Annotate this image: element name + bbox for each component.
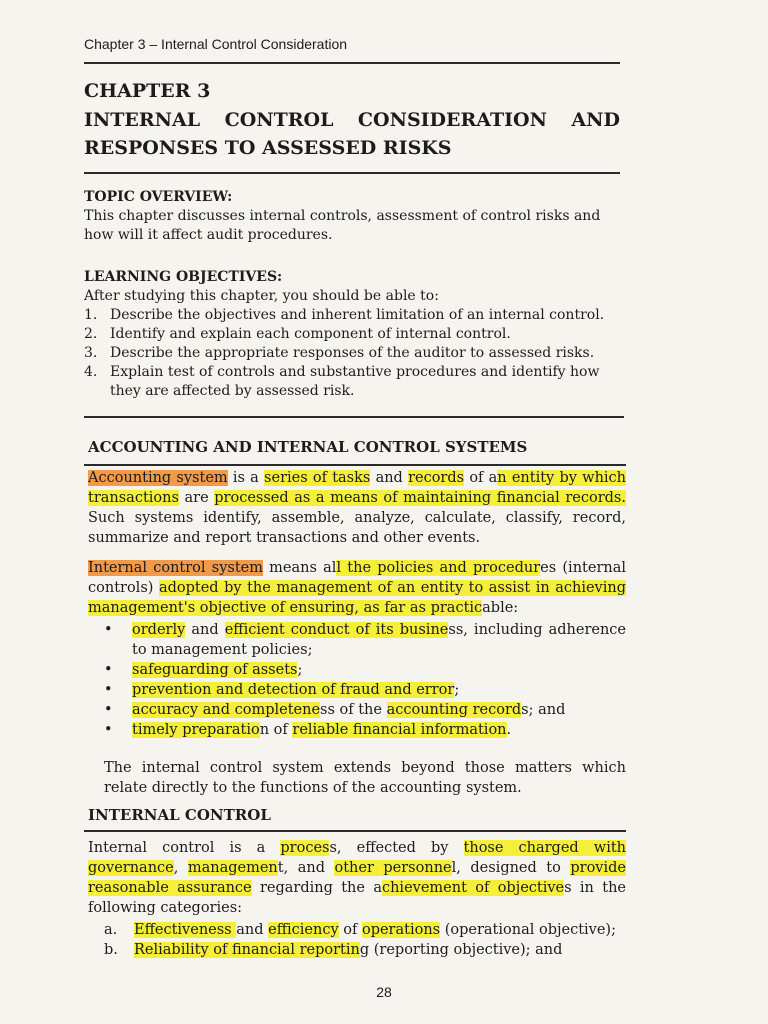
chapter-number: CHAPTER 3 <box>84 80 211 102</box>
objectives-list <box>84 306 624 401</box>
list-item: 3. Describe the appropriate responses of the auditor to assessed risks. <box>84 345 595 361</box>
chapter-title-line2: RESPONSES TO ASSESSED RISKS <box>84 137 452 159</box>
internal-control-system-note: The internal control system extends beyond those matters which relate directly to the functions of the accounting system. <box>104 760 626 796</box>
chapter-title-word: INTERNAL <box>84 109 201 131</box>
chapter-title-word: CONTROL <box>224 109 334 131</box>
list-item: • timely preparation of reliable financial information. <box>104 722 512 738</box>
title-rule <box>84 172 620 174</box>
learning-objectives <box>84 268 624 401</box>
internal-control-paragraph: Internal control is a process, effected by those charged with governance, management, and other personnel, designed to provide reasonable assurance regarding the achievement of objectives in the following categories: a. Effectiveness and efficiency of operations (operational objective); b. Reliability of financial reporting (reporting objective); and <box>88 840 626 958</box>
chapter-title-word: AND <box>571 109 620 131</box>
objectives-rule <box>84 416 624 418</box>
control-objectives-list <box>88 620 626 740</box>
learning-objectives-heading: LEARNING OBJECTIVES: <box>84 269 283 285</box>
list-item: 1. Describe the objectives and inherent limitation of an internal control. <box>84 307 605 323</box>
section-rule <box>84 830 626 832</box>
list-item: 4. Explain test of controls and substantive procedures and identify how they are affected by assessed risk. <box>84 364 600 399</box>
section-rule <box>84 464 626 466</box>
chapter-title <box>84 106 620 162</box>
topic-overview-heading: TOPIC OVERVIEW: <box>84 189 233 205</box>
topic-overview-text: This chapter discusses internal controls, assessment of control risks and how will it affect audit procedures. <box>84 208 601 243</box>
list-item: • prevention and detection of fraud and error; <box>104 682 460 698</box>
learning-objectives-intro: After studying this chapter, you should be able to: <box>84 288 439 304</box>
chapter-title-word: CONSIDERATION <box>357 109 547 131</box>
running-header: Chapter 3 – Internal Control Consideration <box>84 36 348 52</box>
list-item: • safeguarding of assets; <box>104 662 303 678</box>
list-item: • accuracy and completeness of the accounting records; and <box>104 702 566 718</box>
header-rule <box>84 62 620 64</box>
control-categories-list <box>88 920 626 960</box>
list-item: a. Effectiveness and efficiency of operations (operational objective); <box>104 922 616 938</box>
list-item: • orderly and efficient conduct of its business, including adherence to management policies; <box>104 622 627 658</box>
topic-overview <box>84 188 624 245</box>
list-item: 2. Identify and explain each component of internal control. <box>84 326 511 342</box>
page-number: 28 <box>376 984 392 1000</box>
internal-control-system-paragraph: Internal control system means all the policies and procedures (internal controls) adopted by the management of an entity to assist in achieving management's objective of ensuring, as far as practicable: • orderly and efficient conduct of its business, including adherence to management policies; • safeguarding of assets; • prevention and detection of fraud and error; • accuracy and completeness of the accounting records; and • timely preparation of reliable financial information. <box>88 560 627 738</box>
accounting-system-paragraph: Accounting system is a series of tasks and records of an entity by which transactions are processed as a means of maintaining financial records. Such systems identify, assemble, analyze, calculate, classify, record, summarize and report transactions and other events. <box>88 470 627 546</box>
section-heading: ACCOUNTING AND INTERNAL CONTROL SYSTEMS <box>88 438 528 456</box>
section-heading: INTERNAL CONTROL <box>88 806 271 824</box>
list-item: b. Reliability of financial reporting (reporting objective); and <box>104 942 563 958</box>
